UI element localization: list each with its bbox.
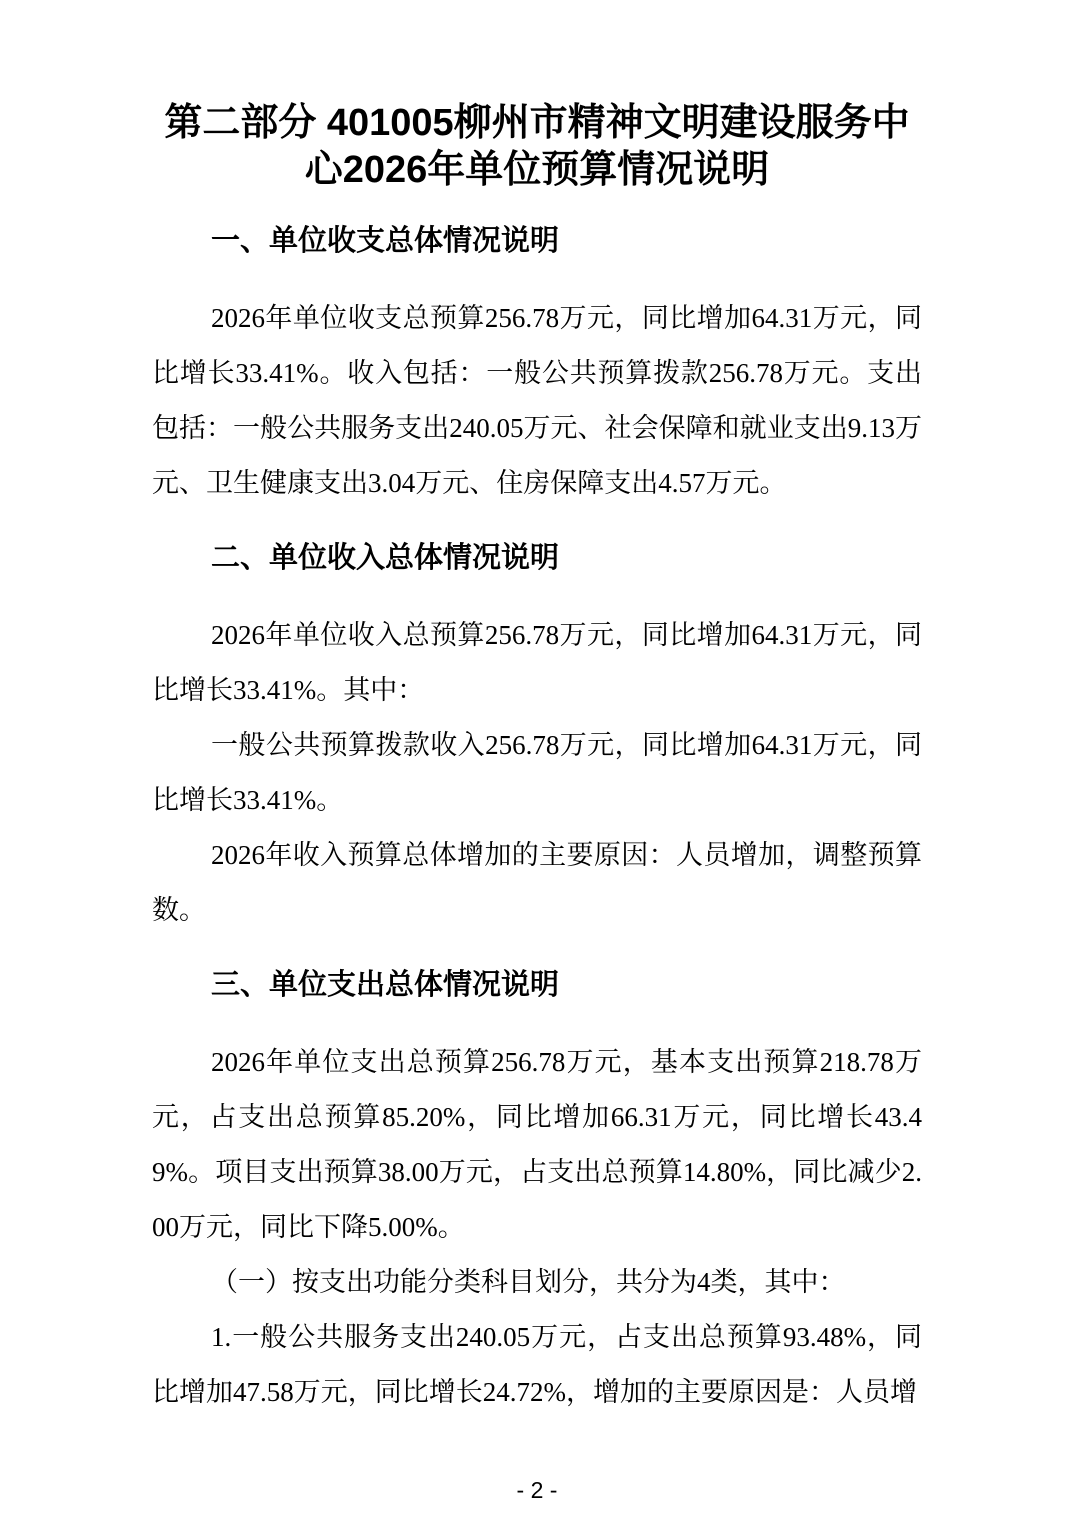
paragraph: 2026年收入预算总体增加的主要原因：人员增加，调整预算数。 xyxy=(152,840,922,925)
section-expenditure-overview xyxy=(152,965,922,1420)
paragraph: 2026年单位收支总预算256.78万元，同比增加64.31万元，同比增长33.41%。收入包括：一般公共预算拨款256.78万元。支出包括：一般公共服务支出240.05万元、社会保障和就业支出9.13万元、卫生健康支出3.04万元、住房保障支出4.57万元。 xyxy=(152,303,922,498)
section-heading-expenditure: 三、单位支出总体情况说明 xyxy=(211,969,560,1001)
paragraph: （一）按支出功能分类科目划分，共分为4类，其中： xyxy=(211,1267,846,1297)
section-income-overview xyxy=(152,538,922,938)
paragraph: 2026年单位支出总预算256.78万元，基本支出预算218.78万元，占支出总预算85.20%，同比增加66.31万元，同比增长43.49%。项目支出预算38.00万元，占支出总预算14.80%，同比减少2.00万元，同比下降5.00%。 xyxy=(152,1047,922,1242)
paragraph: 2026年单位收入总预算256.78万元，同比增加64.31万元，同比增长33.41%。其中： xyxy=(152,620,922,705)
section-income-expenditure-overview xyxy=(152,221,922,511)
paragraph: 1.一般公共服务支出240.05万元，占支出总预算93.48%，同比增加47.58万元，同比增长24.72%，增加的主要原因是：人员增 xyxy=(152,1322,922,1407)
section-heading-income-expenditure: 一、单位收支总体情况说明 xyxy=(211,225,560,257)
paragraph: 一般公共预算拨款收入256.78万元，同比增加64.31万元，同比增长33.41%。 xyxy=(152,730,922,815)
section-heading-income: 二、单位收入总体情况说明 xyxy=(211,542,560,574)
document-title: 第二部分 401005柳州市精神文明建设服务中心2026年单位预算情况说明 xyxy=(164,102,910,191)
page-number: - 2 - xyxy=(516,1477,558,1503)
